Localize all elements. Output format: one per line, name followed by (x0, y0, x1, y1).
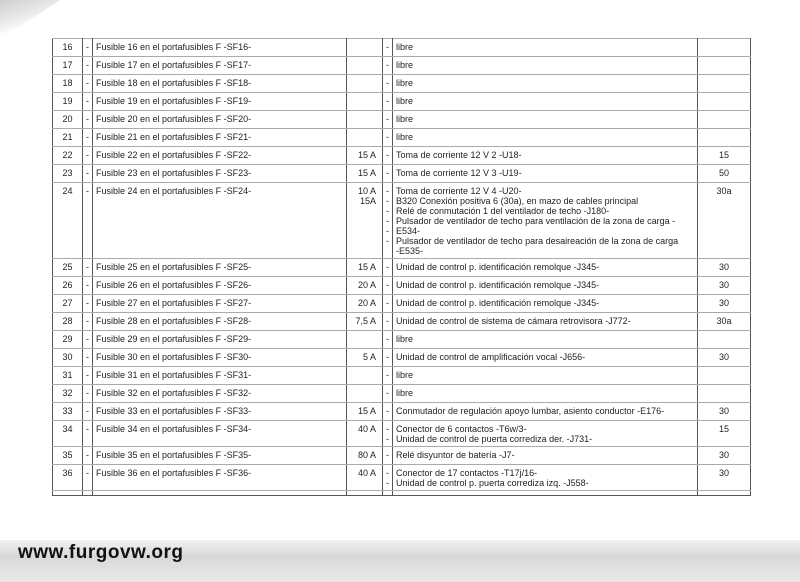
fuse-description: Fusible 26 en el portafusibles F -SF26- (93, 277, 347, 295)
fuse-description: Fusible 25 en el portafusibles F -SF25- (93, 259, 347, 277)
fuse-description: Fusible 33 en el portafusibles F -SF33- (93, 403, 347, 421)
amperage (347, 39, 383, 57)
fuse-number: 28 (53, 313, 83, 331)
fuse-description: Fusible 29 en el portafusibles F -SF29- (93, 331, 347, 349)
amperage: 20 A (347, 295, 383, 313)
amperage: 5 A (347, 349, 383, 367)
page-corner-shadow (0, 0, 60, 40)
table-row (53, 331, 751, 349)
dash-marker: - (83, 183, 93, 259)
function-description: libre (393, 93, 698, 111)
terminal (698, 111, 751, 129)
function-dash: - (383, 349, 393, 367)
amperage: 20 A (347, 277, 383, 295)
fuse-number: 26 (53, 277, 83, 295)
empty-cell (93, 491, 347, 496)
fuse-description: Fusible 32 en el portafusibles F -SF32- (93, 385, 347, 403)
fuse-number: 35 (53, 447, 83, 465)
amperage: 15 A (347, 165, 383, 183)
table-row (53, 313, 751, 331)
table-row (53, 129, 751, 147)
dash-marker: - (83, 367, 93, 385)
fuse-number: 23 (53, 165, 83, 183)
terminal: 30 (698, 277, 751, 295)
terminal (698, 385, 751, 403)
fuse-number: 22 (53, 147, 83, 165)
function-description: libre (393, 367, 698, 385)
function-description: Unidad de control de amplificación vocal -J656- (393, 349, 698, 367)
fuse-number: 27 (53, 295, 83, 313)
amperage (347, 331, 383, 349)
dash-marker: - (83, 349, 93, 367)
fuse-description: Fusible 19 en el portafusibles F -SF19- (93, 93, 347, 111)
table-row (53, 39, 751, 57)
amperage (347, 111, 383, 129)
dash-marker: - (83, 313, 93, 331)
terminal (698, 93, 751, 111)
amperage: 40 A (347, 421, 383, 447)
amperage: 80 A (347, 447, 383, 465)
function-description: Unidad de control p. identificación remolque -J345- (393, 295, 698, 313)
amperage: 15 A (347, 259, 383, 277)
empty-cell (83, 491, 93, 496)
function-dash: - (383, 367, 393, 385)
table-bottom-rule (53, 491, 751, 496)
amperage (347, 385, 383, 403)
function-dash: - (383, 447, 393, 465)
function-description: libre (393, 111, 698, 129)
terminal: 30a (698, 183, 751, 259)
fuse-number: 29 (53, 331, 83, 349)
function-description: libre (393, 39, 698, 57)
function-dash: - (383, 403, 393, 421)
dash-marker: - (83, 165, 93, 183)
table-row (53, 111, 751, 129)
table-row (53, 183, 751, 259)
function-dash: - (383, 313, 393, 331)
terminal: 30 (698, 465, 751, 491)
fuse-description: Fusible 35 en el portafusibles F -SF35- (93, 447, 347, 465)
function-dash: - (383, 259, 393, 277)
watermark-text: www.furgovw.org (18, 542, 184, 563)
fuse-number: 33 (53, 403, 83, 421)
table-row (53, 367, 751, 385)
function-dash: - (383, 165, 393, 183)
function-description: Unidad de control p. identificación remolque -J345- (393, 277, 698, 295)
amperage: 10 A 15A (347, 183, 383, 259)
fuse-number: 16 (53, 39, 83, 57)
table-row (53, 165, 751, 183)
function-dash: - - (383, 465, 393, 491)
fuse-description: Fusible 27 en el portafusibles F -SF27- (93, 295, 347, 313)
function-dash: - (383, 129, 393, 147)
dash-marker: - (83, 259, 93, 277)
fuse-number: 18 (53, 75, 83, 93)
table-row (53, 75, 751, 93)
dash-marker: - (83, 277, 93, 295)
fuse-number: 30 (53, 349, 83, 367)
dash-marker: - (83, 447, 93, 465)
function-dash: - (383, 385, 393, 403)
function-dash: - (383, 147, 393, 165)
table-row (53, 385, 751, 403)
table-row (53, 147, 751, 165)
terminal: 15 (698, 147, 751, 165)
dash-marker: - (83, 111, 93, 129)
function-description: Toma de corriente 12 V 2 -U18- (393, 147, 698, 165)
fuse-number: 19 (53, 93, 83, 111)
fuse-description: Fusible 20 en el portafusibles F -SF20- (93, 111, 347, 129)
terminal (698, 331, 751, 349)
function-description: libre (393, 57, 698, 75)
fuse-number: 36 (53, 465, 83, 491)
function-description: Conmutador de regulación apoyo lumbar, asiento conductor -E176- (393, 403, 698, 421)
terminal: 30 (698, 295, 751, 313)
dash-marker: - (83, 93, 93, 111)
table-row (53, 259, 751, 277)
fuse-description: Fusible 23 en el portafusibles F -SF23- (93, 165, 347, 183)
table-row (53, 57, 751, 75)
function-dash: - (383, 331, 393, 349)
fuse-description: Fusible 22 en el portafusibles F -SF22- (93, 147, 347, 165)
function-dash: - (383, 111, 393, 129)
function-dash: - (383, 57, 393, 75)
table-row (53, 349, 751, 367)
fuse-number: 32 (53, 385, 83, 403)
function-description: Unidad de control p. identificación remolque -J345- (393, 259, 698, 277)
dash-marker: - (83, 421, 93, 447)
empty-cell (698, 491, 751, 496)
amperage (347, 93, 383, 111)
fuse-number: 24 (53, 183, 83, 259)
fuse-description: Fusible 21 en el portafusibles F -SF21- (93, 129, 347, 147)
fuse-number: 17 (53, 57, 83, 75)
fuse-number: 25 (53, 259, 83, 277)
fuse-table (52, 38, 751, 496)
amperage: 15 A (347, 147, 383, 165)
fuse-description: Fusible 16 en el portafusibles F -SF16- (93, 39, 347, 57)
function-description: Toma de corriente 12 V 3 -U19- (393, 165, 698, 183)
dash-marker: - (83, 57, 93, 75)
empty-cell (53, 491, 83, 496)
terminal: 15 (698, 421, 751, 447)
fuse-number: 31 (53, 367, 83, 385)
fuse-description: Fusible 24 en el portafusibles F -SF24- (93, 183, 347, 259)
function-description: Toma de corriente 12 V 4 -U20- B320 Conexión positiva 6 (30a), en mazo de cables principal Relé de conmutación 1 del ventilador de techo -J180- Pulsador de ventilador de techo para ventilación de la zona de carga - E534- Pulsador de ventilador de techo para desaireación de la zona de carga -E535- (393, 183, 698, 259)
function-dash: - (383, 75, 393, 93)
empty-cell (383, 491, 393, 496)
amperage (347, 57, 383, 75)
dash-marker: - (83, 75, 93, 93)
dash-marker: - (83, 295, 93, 313)
terminal: 30 (698, 403, 751, 421)
fuse-description: Fusible 18 en el portafusibles F -SF18- (93, 75, 347, 93)
table-row (53, 421, 751, 447)
fuse-table-body (53, 39, 751, 496)
table-row (53, 403, 751, 421)
terminal: 50 (698, 165, 751, 183)
table-row (53, 93, 751, 111)
terminal (698, 57, 751, 75)
terminal: 30a (698, 313, 751, 331)
function-description: libre (393, 385, 698, 403)
amperage (347, 367, 383, 385)
fuse-description: Fusible 34 en el portafusibles F -SF34- (93, 421, 347, 447)
terminal: 30 (698, 447, 751, 465)
terminal: 30 (698, 349, 751, 367)
amperage: 7,5 A (347, 313, 383, 331)
fuse-description: Fusible 28 en el portafusibles F -SF28- (93, 313, 347, 331)
function-dash: - (383, 93, 393, 111)
function-dash: - (383, 39, 393, 57)
table-row (53, 295, 751, 313)
dash-marker: - (83, 385, 93, 403)
fuse-description: Fusible 17 en el portafusibles F -SF17- (93, 57, 347, 75)
terminal (698, 39, 751, 57)
fuse-number: 34 (53, 421, 83, 447)
amperage (347, 75, 383, 93)
terminal: 30 (698, 259, 751, 277)
function-dash: - - (383, 421, 393, 447)
function-description: Conector de 17 contactos -T17j/16- Unidad de control p. puerta corrediza izq. -J558- (393, 465, 698, 491)
dash-marker: - (83, 129, 93, 147)
dash-marker: - (83, 465, 93, 491)
terminal (698, 367, 751, 385)
function-description: libre (393, 331, 698, 349)
dash-marker: - (83, 147, 93, 165)
empty-cell (393, 491, 698, 496)
amperage: 15 A (347, 403, 383, 421)
function-dash: - (383, 295, 393, 313)
table-row (53, 277, 751, 295)
dash-marker: - (83, 39, 93, 57)
table-row (53, 447, 751, 465)
function-description: Conector de 6 contactos -T6w/3- Unidad de control de puerta corrediza der. -J731- (393, 421, 698, 447)
fuse-number: 20 (53, 111, 83, 129)
amperage (347, 129, 383, 147)
terminal (698, 129, 751, 147)
dash-marker: - (83, 331, 93, 349)
function-dash: - - - - - - (383, 183, 393, 259)
fuse-description: Fusible 31 en el portafusibles F -SF31- (93, 367, 347, 385)
function-description: Relé disyuntor de batería -J7- (393, 447, 698, 465)
fuse-number: 21 (53, 129, 83, 147)
fuse-description: Fusible 30 en el portafusibles F -SF30- (93, 349, 347, 367)
amperage: 40 A (347, 465, 383, 491)
terminal (698, 75, 751, 93)
function-dash: - (383, 277, 393, 295)
dash-marker: - (83, 403, 93, 421)
function-description: libre (393, 75, 698, 93)
table-row (53, 465, 751, 491)
function-description: libre (393, 129, 698, 147)
function-description: Unidad de control de sistema de cámara retrovisora -J772- (393, 313, 698, 331)
fuse-description: Fusible 36 en el portafusibles F -SF36- (93, 465, 347, 491)
empty-cell (347, 491, 383, 496)
